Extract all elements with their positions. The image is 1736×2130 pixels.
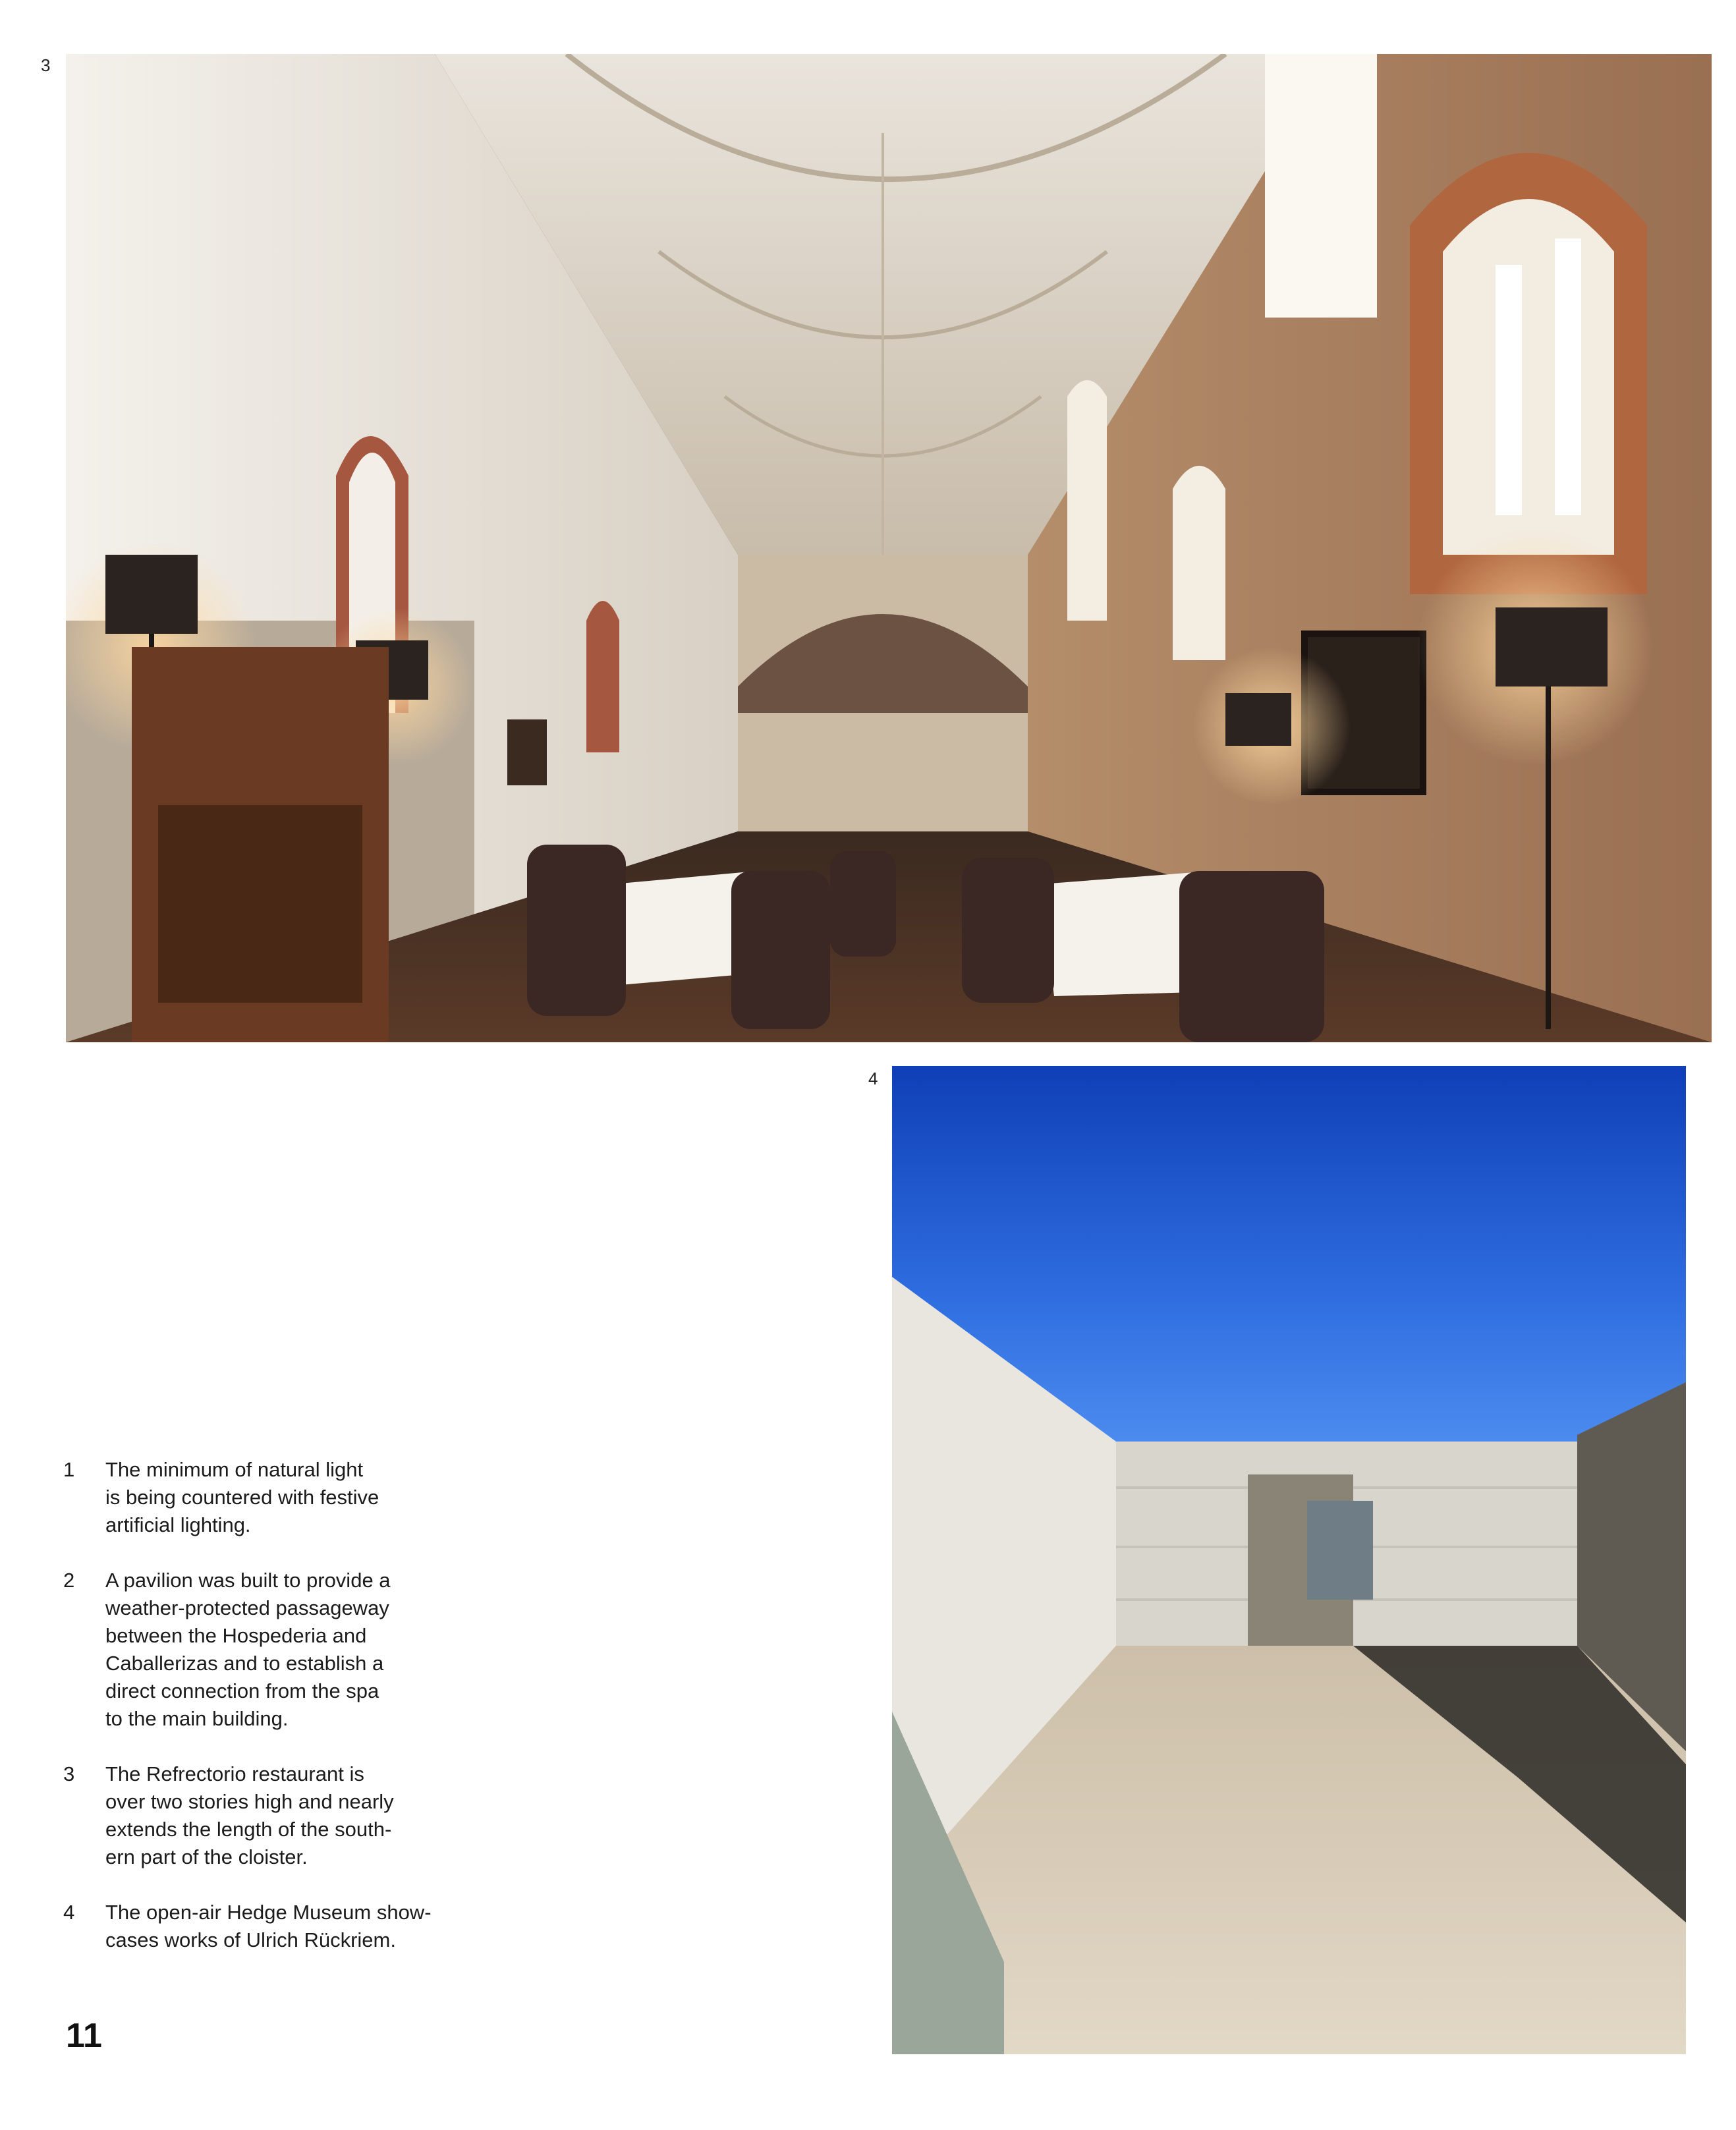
figure-4-number: 4	[868, 1069, 878, 1088]
figure-3-number: 3	[41, 55, 51, 75]
caption-text: The open-air Hedge Museum show- cases works of Ulrich Rückriem.	[105, 1901, 432, 1951]
caption-item	[63, 1899, 485, 1954]
caption-text: The Refrectorio restaurant is over two stories high and nearly extends the length of the south- ern part of the cloister.	[105, 1762, 394, 1868]
caption-number: 2	[63, 1569, 75, 1592]
caption-number: 3	[63, 1762, 75, 1785]
caption-item	[63, 1456, 485, 1539]
caption-number: 4	[63, 1901, 75, 1924]
caption-item	[63, 1760, 485, 1871]
page-number: 11	[66, 2017, 102, 2055]
caption-text: A pavilion was built to provide a weather-protected passageway between the Hospederia and Caballerizas and to establish a direct connection from the spa to the main building.	[105, 1569, 391, 1730]
caption-number: 1	[63, 1458, 75, 1481]
caption-text: The minimum of natural light is being countered with festive artificial lighting.	[105, 1458, 379, 1536]
captions-list	[63, 1456, 485, 1982]
restaurant-refectory-photo	[66, 54, 1712, 1042]
hedge-museum-photo	[892, 1066, 1686, 2054]
caption-item	[63, 1567, 485, 1733]
